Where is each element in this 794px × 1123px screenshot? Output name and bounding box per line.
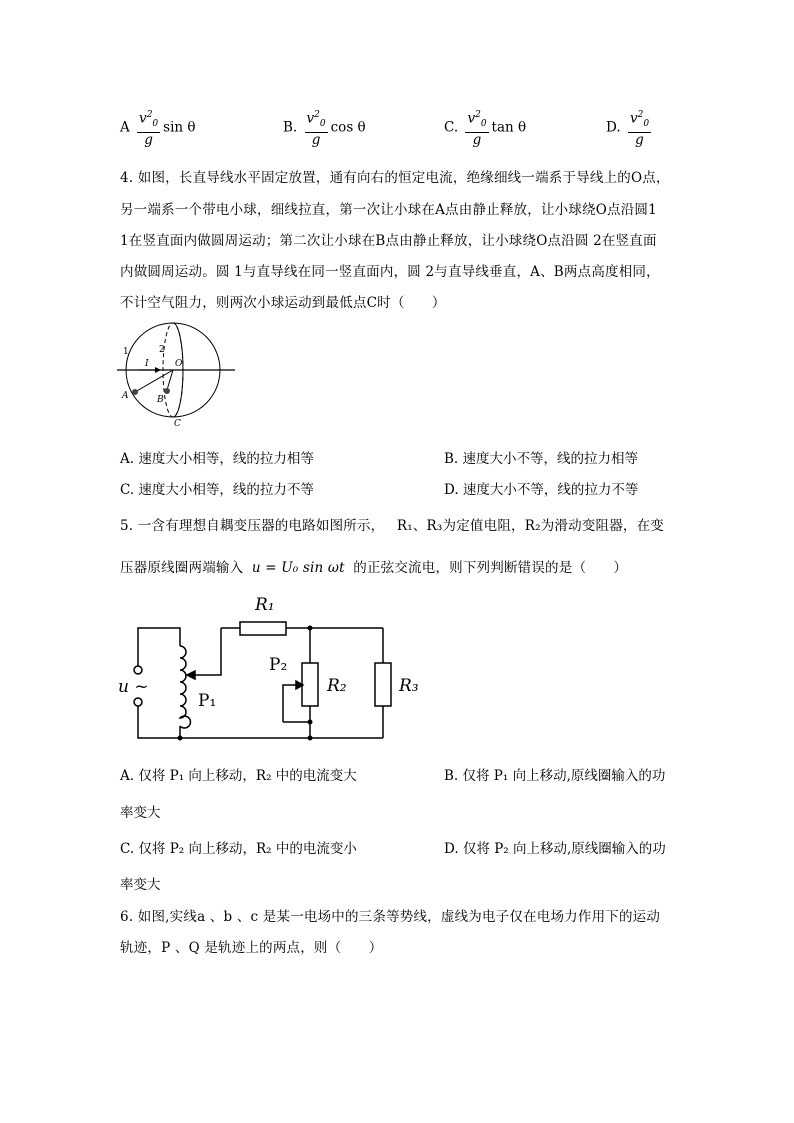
fraction [465, 108, 488, 148]
label-u: u ~ [118, 677, 149, 697]
fraction [305, 108, 328, 148]
frac-sup: 2 [146, 110, 153, 120]
q4-line-1: 4. 如图，长直导线水平固定放置，通有向右的恒定电流，绝缘细线一端系于导线上的O点， [120, 170, 670, 186]
frac-num: v [306, 110, 315, 127]
frac-sup: 2 [475, 110, 481, 120]
q5-option-b-cont: 率变大 [120, 805, 161, 821]
q4-line-4: 内做圆周运动。圆 1与直导线在同一竖直面内，圆 2与直导线垂直，A、B两点高度相同， [120, 264, 660, 280]
option-letter: D. [606, 119, 621, 136]
frac-sub: 0 [643, 119, 650, 130]
q6-line-2: 轨迹，P 、Q 是轨迹上的两点，则（ ） [120, 940, 383, 956]
q4-option-b: B. 速度大小不等，线的拉力相等 [444, 451, 639, 467]
node-bottom [308, 736, 313, 741]
ball-b [164, 388, 170, 394]
q5-option-b: B. 仅将 P₁ 向上移动,原线圈输入的功 [444, 768, 666, 784]
q4-line-3: 1在竖直面内做圆周运动；第二次让小球在B点由静止释放，让小球绕O点沿圆 2在竖直面 [120, 233, 657, 249]
frac-den: g [311, 132, 321, 149]
option-letter: B. [283, 119, 298, 136]
q5-line-1-text: 5. 一含有理想自耦变压器的电路如图所示， [120, 518, 385, 534]
label-r1: R₁ [255, 595, 275, 615]
label-c1: 1 [123, 347, 129, 357]
r2-body [302, 663, 318, 706]
frac-den: g [635, 132, 644, 149]
fraction [628, 108, 651, 148]
transformer-coil [180, 646, 190, 728]
label-i: I [145, 359, 149, 369]
ball-a [132, 389, 138, 395]
label-p2: P₂ [269, 655, 288, 675]
q5-line-2 [120, 556, 627, 576]
frac-den: g [144, 132, 153, 149]
frac-sup: 2 [314, 110, 320, 120]
q4-option-d: D. 速度大小不等，线的拉力不等 [444, 482, 639, 498]
label-b: B [157, 395, 164, 405]
function-label: tan θ [491, 119, 527, 136]
frac-sup: 2 [637, 110, 644, 120]
input-lead-top [138, 628, 180, 666]
r3-body [375, 663, 391, 706]
frac-num: v [139, 110, 147, 127]
q4-line-2: 另一端系一个带电小球，细线拉直，第一次让小球在A点由静止释放，让小球绕O点沿圆1 [120, 202, 657, 218]
q5-option-a: A. 仅将 P₁ 向上移动，R₂ 中的电流变大 [120, 768, 357, 784]
q6-line-1: 6. 如图,实线a 、b 、c 是某一电场中的三条等势线，虚线为电子仅在电场力作用下的运动 [120, 909, 661, 925]
current-arrowhead [155, 367, 161, 373]
q5-option-c: C. 仅将 P₂ 向上移动，R₂ 中的电流变小 [120, 841, 357, 857]
label-o: O [175, 359, 183, 369]
label-p1: P₁ [198, 691, 217, 711]
q5-line-2-text: 压器原线圈两端输入 [120, 560, 244, 576]
q3-option-b [283, 108, 366, 148]
q3-option-c [444, 108, 526, 148]
q3-option-d [606, 108, 654, 148]
frac-sub: 0 [480, 119, 487, 130]
label-c2: 2 [159, 345, 165, 355]
q5-line-1-resistors: R₁、R₃为定值电阻，R₂为滑动变阻器，在变 [396, 518, 665, 534]
label-a: A [122, 391, 129, 401]
q5-line-1 [120, 514, 664, 534]
frac-den: g [472, 132, 482, 149]
q4-line-5: 不计空气阻力，则两次小球运动到最低点C时（ ） [120, 295, 446, 311]
function-label: sin θ [163, 119, 196, 136]
q3-option-a [120, 108, 196, 148]
function-label: cos θ [330, 119, 366, 136]
option-letter: C. [444, 119, 459, 136]
label-r2: R₂ [327, 676, 347, 696]
q5-option-d: D. 仅将 P₂ 向上移动,原线圈输入的功 [444, 841, 666, 857]
p1-arrow [187, 671, 195, 679]
terminal-bottom [134, 698, 142, 706]
p1-lead [195, 628, 221, 675]
p2-lead [283, 685, 298, 722]
frac-sub: 0 [152, 119, 159, 130]
node-top [308, 626, 313, 631]
q5-line-2-text-end: 的正弦交流电，则下列判断错误的是（ ） [353, 560, 628, 576]
q5-option-d-cont: 率变大 [120, 877, 161, 893]
option-letter: A [120, 119, 130, 136]
node-p2 [308, 720, 313, 725]
q4-option-c: C. 速度大小相等，线的拉力不等 [120, 482, 314, 498]
label-r3: R₃ [399, 676, 419, 696]
label-c: C [174, 419, 181, 429]
terminal-top [134, 666, 142, 674]
fraction [137, 108, 160, 148]
q4-option-a: A. 速度大小相等，线的拉力相等 [120, 451, 314, 467]
r1-body [240, 622, 286, 635]
frac-sub: 0 [319, 119, 326, 130]
q5-formula: u = U₀ sin ωt [251, 560, 345, 576]
frac-num: v [467, 110, 476, 127]
q5-circuit [115, 588, 425, 748]
input-lead-bottom [138, 706, 180, 738]
node-left-bottom [178, 736, 183, 741]
q4-figure [115, 322, 240, 432]
frac-num: v [629, 110, 638, 127]
